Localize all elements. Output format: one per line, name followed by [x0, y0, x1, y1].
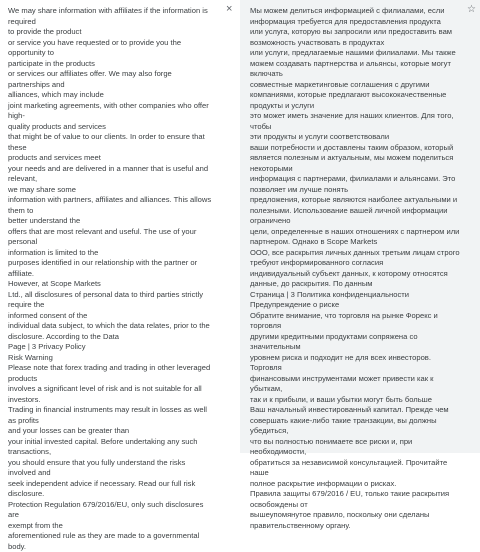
source-text-pane[interactable]: [0, 0, 240, 551]
source-text[interactable]: We may share information with affiliates if the information is required to provide the product or service you have requested or to provide you the opportunity to participate in the products or services our affiliates offer. We may also forge partnerships and alliances, which may include joint marketing agreements, with other companies who offer high- quality products and services that might be of value to our clients. In order to ensure that these products and services meet your needs and are delivered in a manner that is useful and relevant, we may share some information with partners, affiliates and alliances. This allows them to better understand the offers that are most relevant and useful. The use of your personal information is limited to the purposes identified in our relationship with the partner or affiliate. However, at Scope Markets Ltd., all disclosures of personal data to third parties strictly require the informed consent of the individual data subject, to which the data relates, prior to the disclosure. According to the Data Page | 3 Privacy Policy Risk Warning Please note that forex trading and trading in other leveraged products involves a significant level of risk and is not suitable for all investors. Trading in financial instruments may result in losses as well as profits and your losses can be greater than your initial invested capital. Before undertaking any such transactions, you should ensure that you fully understand the risks involved and seek independent advice if necessary. Read our full risk disclosure. Protection Regulation 679/2016/EU, only such disclosures are exempt from the aforementioned rule as they are made to a governmental body.: [8, 6, 212, 551]
translation-text: Мы можем делиться информацией с филиалами, если информация требуется для предоставления продукта или услуга, которую вы запросили или предоставить вам возможность участвовать в продуктах или услуги, предлагаемые нашими филиалами. Мы также можем создавать партнерства и альянсы, которые могут включать совместные маркетинговые соглашения с другими компаниями, которые предлагают высококачественные продукты и услуги это может иметь значение для наших клиентов. Для того, чтобы эти продукты и услуги соответствовали ваши потребности и доставлены таким образом, который является полезным и актуальным, мы можем поделиться некоторыми информация с партнерами, филиалами и альянсами. Это позволяет им лучше понять предложения, которые являются наиболее актуальными и полезными. Использование вашей личной информации ограничено цели, определенные в наших отношениях с партнером или партнером. Однако в Scope Markets ООО, все раскрытия личных данных третьим лицам строго требуют информированного согласия индивидуальный субъект данных, к которому относятся данные, до раскрытия. По данным Страница | 3 Политика конфиденциальности Предупреждение о риске Обратите внимание, что торговля на рынке Форекс и торговля другими кредитными продуктами сопряжена со значительным уровнем риска и подходит не для всех инвесторов. Торговля финансовыми инструментами может привести как к убыткам, так и к прибыли, и ваши убытки могут быть больше Ваш начальный инвестированный капитал. Прежде чем совершать какие-либо такие транзакции, вы должны убедиться, что вы полностью понимаете все риски и, при необходимости, обратиться за независимой консультацией. Прочитайте наше полное раскрытие информации о рисках. Правила защиты 679/2016 / EU, только такие раскрытия освобождены от вышеупомянутое правило, поскольку они сделаны правительственному органу.: [250, 6, 460, 530]
save-translation-star-icon[interactable]: ☆: [467, 4, 476, 15]
translation-pane: [240, 0, 480, 530]
clear-source-icon[interactable]: ×: [226, 3, 233, 15]
